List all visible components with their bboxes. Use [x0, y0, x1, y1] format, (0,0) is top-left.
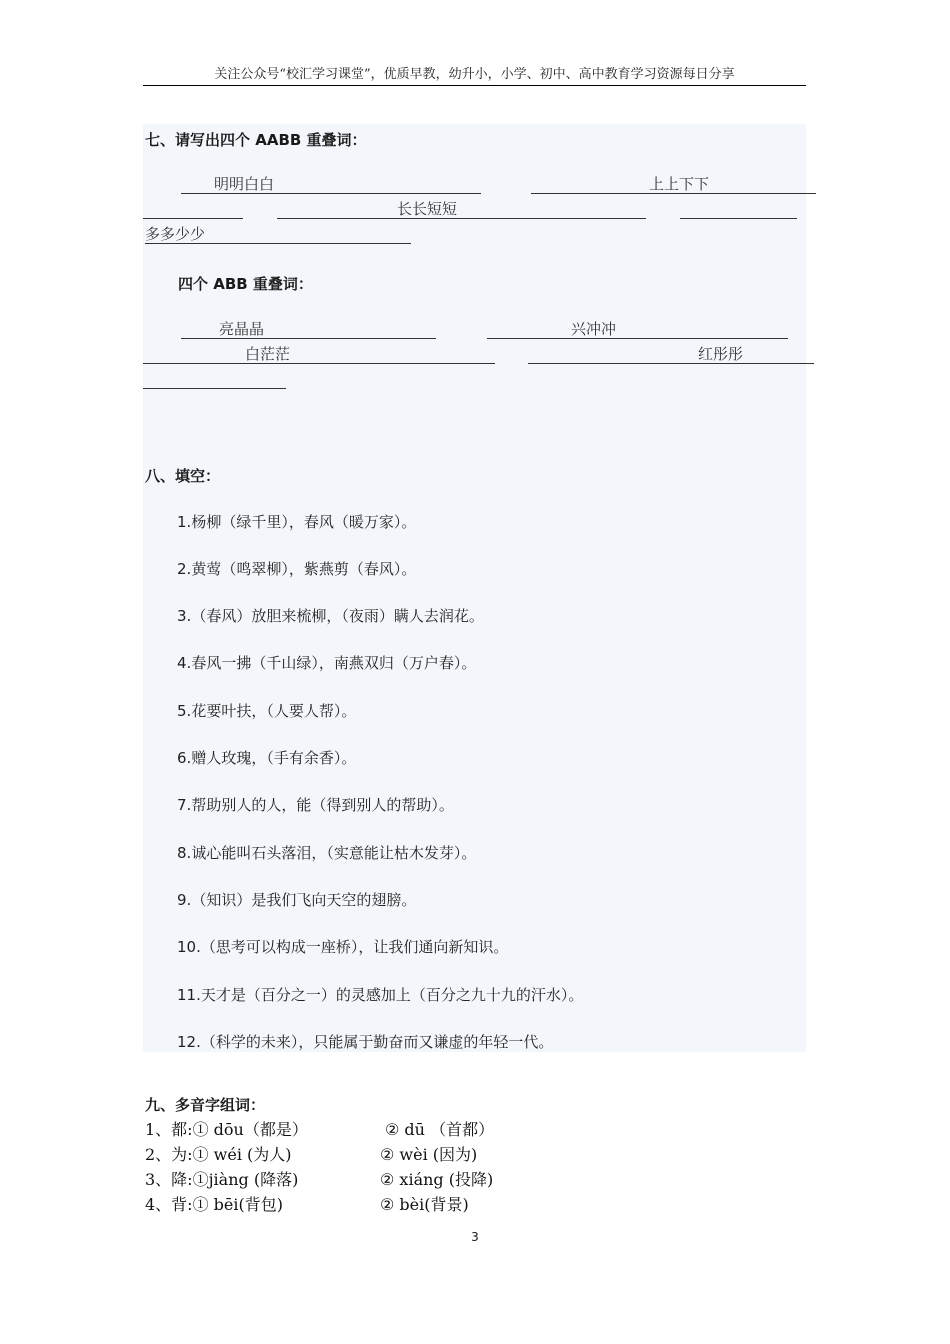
aabb-word-3: 长长短短: [397, 200, 458, 218]
header-rule: [143, 85, 806, 86]
polyphone-row-1-b: ② dū （首都）: [385, 1120, 495, 1139]
aabb-blank-continued: [143, 200, 243, 223]
aabb-answer-3: [277, 200, 646, 219]
fill-item-2: 2.黄莺（鸣翠柳），紫燕剪（春风）。: [177, 560, 417, 578]
aabb-word-1: 明明白白: [214, 175, 275, 193]
section7-title: 七、请写出四个 AABB 重叠词：: [145, 131, 367, 149]
fill-item-7: 7.帮助别人的人，能（得到别人的帮助）。: [177, 796, 454, 814]
abb-blank-continued: [143, 370, 286, 393]
polyphone-row-2-b: ② wèi (因为): [380, 1145, 478, 1164]
aabb-blank-4: [680, 200, 797, 223]
abb-answer-1: [181, 320, 436, 339]
abb-answer-2: [487, 320, 788, 339]
abb-title: 四个 ABB 重叠词：: [178, 275, 313, 293]
shaded-answer-block: [143, 124, 806, 1052]
fill-item-11: 11.天才是（百分之一）的灵感加上（百分之九十九的汗水）。: [177, 986, 584, 1004]
page-header: 关注公众号“校汇学习课堂”，优质早教，幼升小，小学、初中、高中教育学习资源每日分享: [214, 67, 735, 82]
fill-item-6: 6.赠人玫瑰，（手有余香）。: [177, 749, 357, 767]
fill-item-4: 4.春风一拂（千山绿），南燕双归（万户春）。: [177, 654, 477, 672]
fill-item-3: 3.（春风）放胆来梳柳，（夜雨）瞒人去润花。: [177, 607, 484, 625]
page-number: 3: [471, 1230, 479, 1244]
abb-word-2: 兴冲冲: [571, 320, 617, 338]
abb-word-4: 红彤彤: [698, 345, 744, 363]
aabb-answer-2: [531, 175, 816, 194]
fill-item-12: 12.（科学的未来），只能属于勤奋而又谦虚的年轻一代。: [177, 1033, 554, 1051]
abb-word-1: 亮晶晶: [219, 320, 265, 338]
fill-item-10: 10.（思考可以构成一座桥），让我们通向新知识。: [177, 938, 509, 956]
aabb-word-4: 多多少少: [145, 225, 206, 243]
abb-word-3: 白茫茫: [245, 345, 291, 363]
fill-item-8: 8.诚心能叫石头落泪，（实意能让枯木发芽）。: [177, 844, 477, 862]
fill-item-5: 5.花要叶扶，（人要人帮）。: [177, 702, 357, 720]
fill-item-1: 1.杨柳（绿千里），春风（暖万家）。: [177, 513, 417, 531]
aabb-answer-1: [181, 175, 481, 194]
polyphone-row-1: 1、都:① dōu（都是）: [145, 1120, 308, 1139]
fill-item-9: 9.（知识）是我们飞向天空的翅膀。: [177, 891, 417, 909]
section9-title: 九、多音字组词：: [145, 1096, 266, 1114]
polyphone-row-3: 3、降:①jiàng (降落): [145, 1170, 299, 1189]
abb-answer-3: [143, 345, 495, 364]
polyphone-row-4-b: ② bèi(背景): [380, 1195, 469, 1214]
polyphone-row-4: 4、背:① bēi(背包): [145, 1195, 283, 1214]
section8-title: 八、填空：: [145, 467, 221, 485]
abb-answer-4: [528, 345, 814, 364]
polyphone-row-3-b: ② xiáng (投降): [380, 1170, 494, 1189]
aabb-answer-4: [145, 225, 411, 244]
aabb-word-2: 上上下下: [649, 175, 710, 193]
polyphone-row-2: 2、为:① wéi (为人): [145, 1145, 292, 1164]
